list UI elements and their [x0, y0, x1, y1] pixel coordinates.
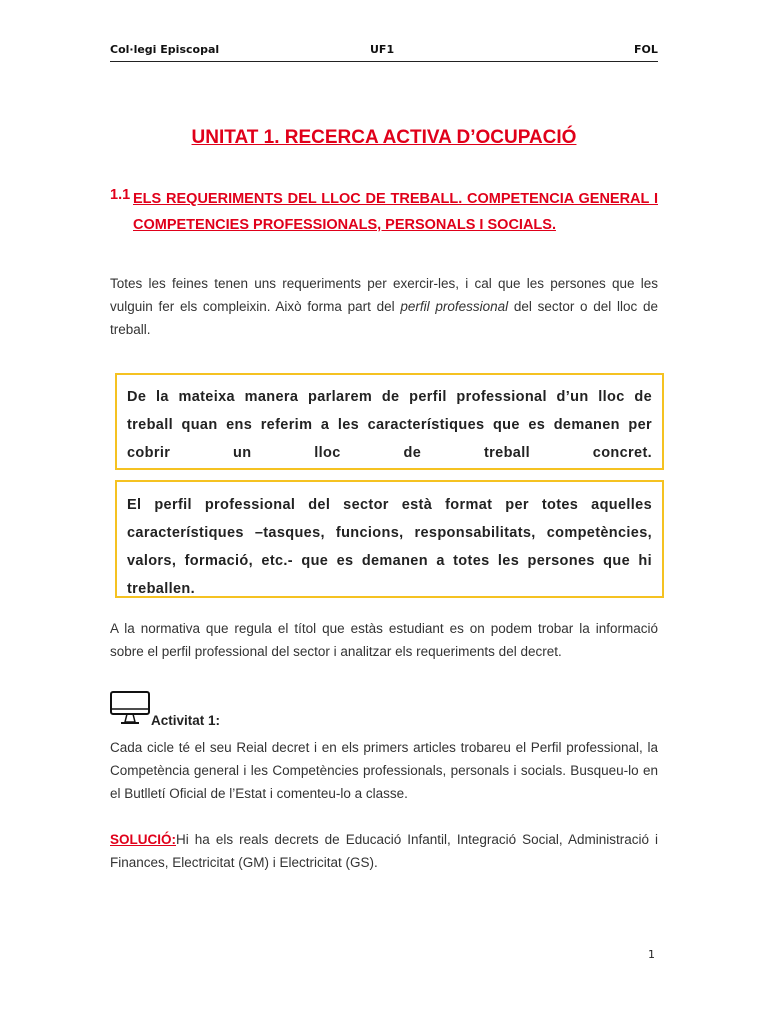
intro-text-before: Totes les feines tenen uns requeriments per exercir-les, i cal que les persones que les vulguin fer els compleixin. Això forma part del [110, 276, 658, 314]
activity-text: Cada cicle té el seu Reial decret i en els primers articles trobareu el Perfil professional, la Competència general i les Competències professionals, personals i socials. Busqueu-lo en el Butlletí Oficial de l’Estat i comenteu-lo a classe. [110, 740, 658, 801]
page-number: 1 [648, 948, 655, 961]
header-divider [110, 61, 658, 62]
computer-monitor-icon [110, 691, 152, 727]
definition-box-1-text: De la mateixa manera parlarem de perfil professional d’un lloc de treball quan ens referim a les característiques que es demanen per cobrir un lloc de treball concret. [127, 389, 652, 461]
header-right: FOL [634, 43, 658, 56]
solution-label: SOLUCIÓ: [110, 832, 176, 847]
solution-paragraph [110, 828, 658, 874]
intro-text-after: del sector o del lloc de treball. [110, 299, 658, 337]
definition-box-2-text: El perfil professional del sector està format per totes aquelles característiques –tasques, funcions, responsabilitats, competències, valors, formació, etc.- que es demanen a totes les persones que hi treballen. [127, 497, 652, 597]
normative-paragraph: A la normativa que regula el títol que estàs estudiant es on podem trobar la informació sobre el perfil professional del sector i analitzar els requeriments del decret. [110, 621, 658, 659]
intro-emphasis: perfil professional [400, 299, 509, 314]
intro-paragraph [110, 272, 658, 341]
definition-box-1 [115, 373, 664, 470]
header-center: UF1 [370, 43, 395, 56]
section-title: ELS REQUERIMENTS DEL LLOC DE TREBALL. COMPETENCIA GENERAL I COMPETENCIES PROFESSIONALS, PERSONALS I SOCIALS. [133, 191, 658, 233]
activity-title: Activitat 1: [151, 713, 221, 728]
solution-text: Hi ha els reals decrets de Educació Infantil, Integració Social, Administració i Finances, Electricitat (GM) i Electricitat (GS). [110, 832, 658, 870]
page-title: UNITAT 1. RECERCA ACTIVA D’OCUPACIÓ [191, 127, 577, 148]
header-left: Col·legi Episcopal [110, 43, 220, 56]
definition-box-2 [115, 480, 664, 598]
section-number: 1.1 [110, 187, 131, 203]
